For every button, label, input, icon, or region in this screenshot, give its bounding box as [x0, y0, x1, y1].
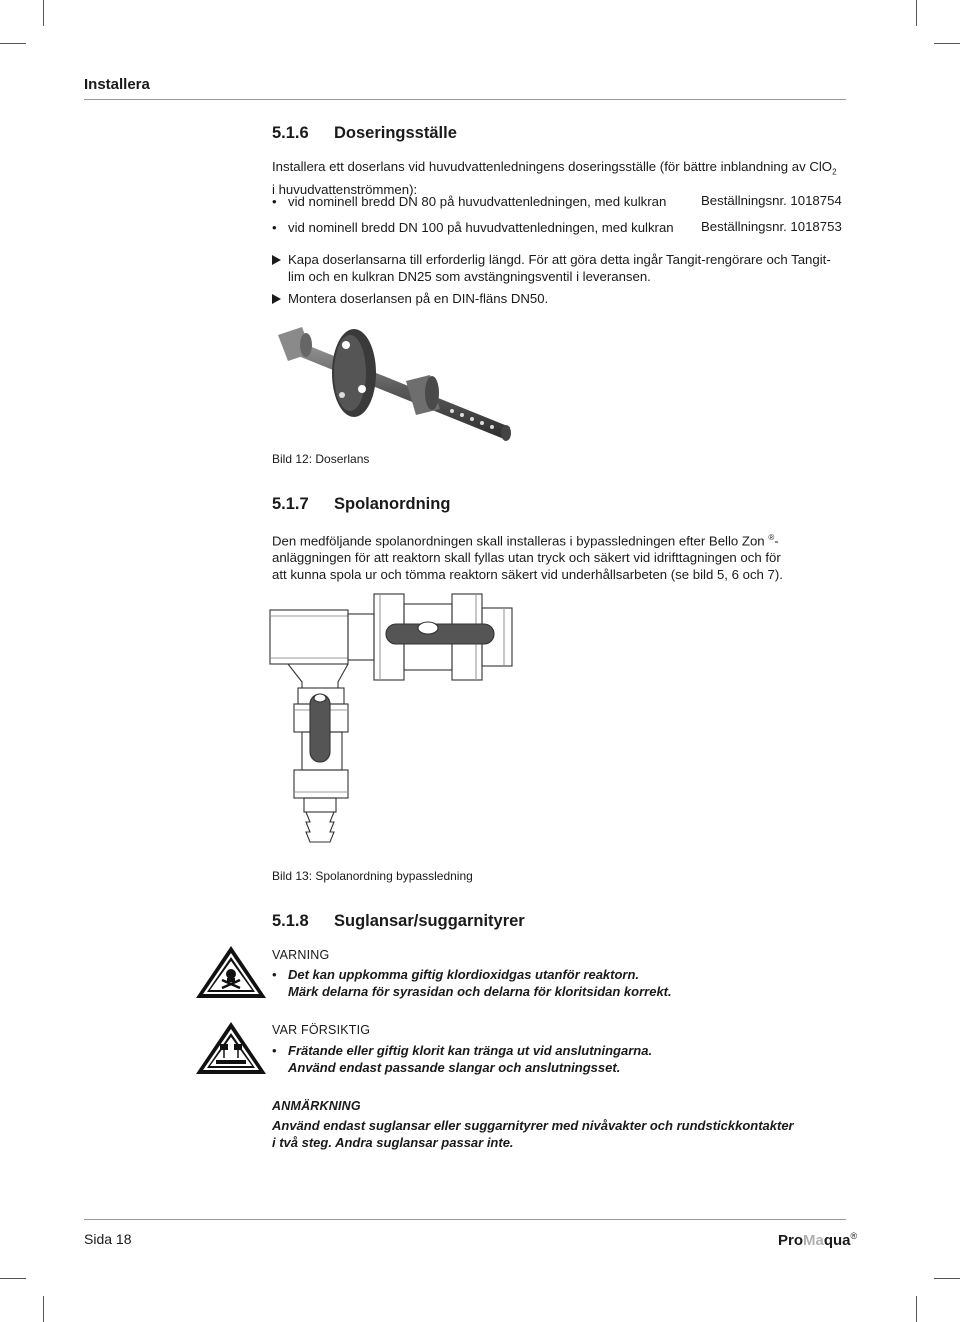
registered-mark: ® [768, 533, 775, 542]
note-line: i två steg. Andra suglansar passar inte. [272, 1135, 514, 1150]
logo-reg: ® [850, 1231, 858, 1241]
warning-line: Det kan uppkomma giftig klordioxidgas utanför reaktorn. [288, 967, 640, 982]
promaqua-logo [778, 1231, 857, 1249]
order-number: Beställningsnr. 1018753 [701, 219, 842, 234]
figure-caption: Bild 13: Spolanordning bypassledning [272, 869, 473, 883]
logo-part: qua [823, 1232, 851, 1249]
bullet-text: vid nominell bredd DN 100 på huvudvattenledningen, med kulkran [288, 220, 674, 235]
section-title: Spolanordning [334, 495, 451, 513]
step-text: Kapa doserlansarna till erforderlig längd. För att göra detta ingår Tangit-rengörare och Tangit- [288, 252, 831, 267]
crop-mark [916, 0, 917, 26]
step-text: Montera doserlansen på en DIN-fläns DN50. [288, 291, 549, 306]
logo-part: Pro [778, 1232, 804, 1249]
intro-subscript: 2 [832, 167, 837, 177]
bullet-text: vid nominell bredd DN 80 på huvudvattenledningen, med kulkran [288, 194, 667, 209]
toxic-warning-icon [194, 944, 268, 1000]
note-label: ANMÄRKNING [272, 1099, 361, 1113]
note-text [272, 1117, 794, 1151]
section-heading-suglansar [272, 912, 525, 931]
caution-line: Använd endast passande slangar och anslutningsset. [288, 1060, 621, 1075]
caution-line: Frätande eller giftig klorit kan tränga ut vid anslutningarna. [288, 1043, 653, 1058]
crop-mark [934, 43, 960, 44]
page-header-title: Installera [84, 76, 150, 93]
warning-line: Märk delarna för syrasidan och delarna för kloritsidan korrekt. [288, 984, 672, 999]
bullet-dot: • [272, 1043, 277, 1058]
bullet-dot: • [272, 967, 277, 982]
section-number: 5.1.6 [272, 124, 309, 142]
crop-mark [0, 1278, 26, 1279]
crop-mark [0, 43, 26, 44]
para-text: anläggningen för att reaktorn skall fyllas utan tryck och säkert vid idrifttagningen och för [272, 550, 781, 566]
logo-part: Ma [803, 1232, 824, 1249]
section-number: 5.1.7 [272, 495, 309, 513]
section-title: Doseringsställe [334, 124, 457, 142]
para-text: Den medföljande spolanordningen skall installeras i bypassledningen efter Bello Zon [272, 533, 765, 549]
arrow-icon [272, 294, 281, 304]
corrosive-warning-icon [194, 1020, 268, 1076]
header-rule [84, 99, 846, 100]
bullet-dot: • [272, 220, 277, 235]
warning-text [288, 966, 672, 1000]
figure-caption: Bild 12: Doserlans [272, 452, 370, 466]
dosing-lance-figure [272, 315, 532, 450]
section-heading-spolanordning [272, 495, 450, 514]
section-number: 5.1.8 [272, 912, 309, 930]
flushing-assembly-figure [268, 590, 518, 855]
section-heading-doseringsstalle [272, 124, 457, 143]
crop-mark [934, 1278, 960, 1279]
section-title: Suglansar/suggarnityrer [334, 912, 525, 930]
note-line: Använd endast suglansar eller suggarnityrer med nivåvakter och rundstickkontakter [272, 1118, 794, 1133]
para-dash: - [774, 533, 779, 549]
intro-text-line2: i huvudvattenströmmen): [272, 181, 418, 197]
caution-label: VAR FÖRSIKTIG [272, 1023, 371, 1037]
footer-rule [84, 1219, 846, 1220]
spolanordning-paragraph [272, 529, 852, 583]
crop-mark [43, 1296, 44, 1322]
page-number: Sida 18 [84, 1231, 132, 1247]
crop-mark [916, 1296, 917, 1322]
intro-paragraph [272, 158, 852, 198]
arrow-icon [272, 255, 281, 265]
warning-label: VARNING [272, 948, 330, 962]
intro-text: Installera ett doserlans vid huvudvattenledningens doseringsställe (för bättre inblandning av ClO [272, 159, 833, 174]
bullet-dot: • [272, 194, 277, 209]
step-text: lim och en kulkran DN25 som avstängningsventil i leveransen. [288, 269, 651, 284]
crop-mark [43, 0, 44, 26]
caution-text [288, 1042, 652, 1076]
order-number: Beställningsnr. 1018754 [701, 193, 842, 208]
para-text: att kunna spola ur och tömma reaktorn säkert vid underhållsarbeten (se bild 5, 6 och 7). [272, 567, 783, 583]
